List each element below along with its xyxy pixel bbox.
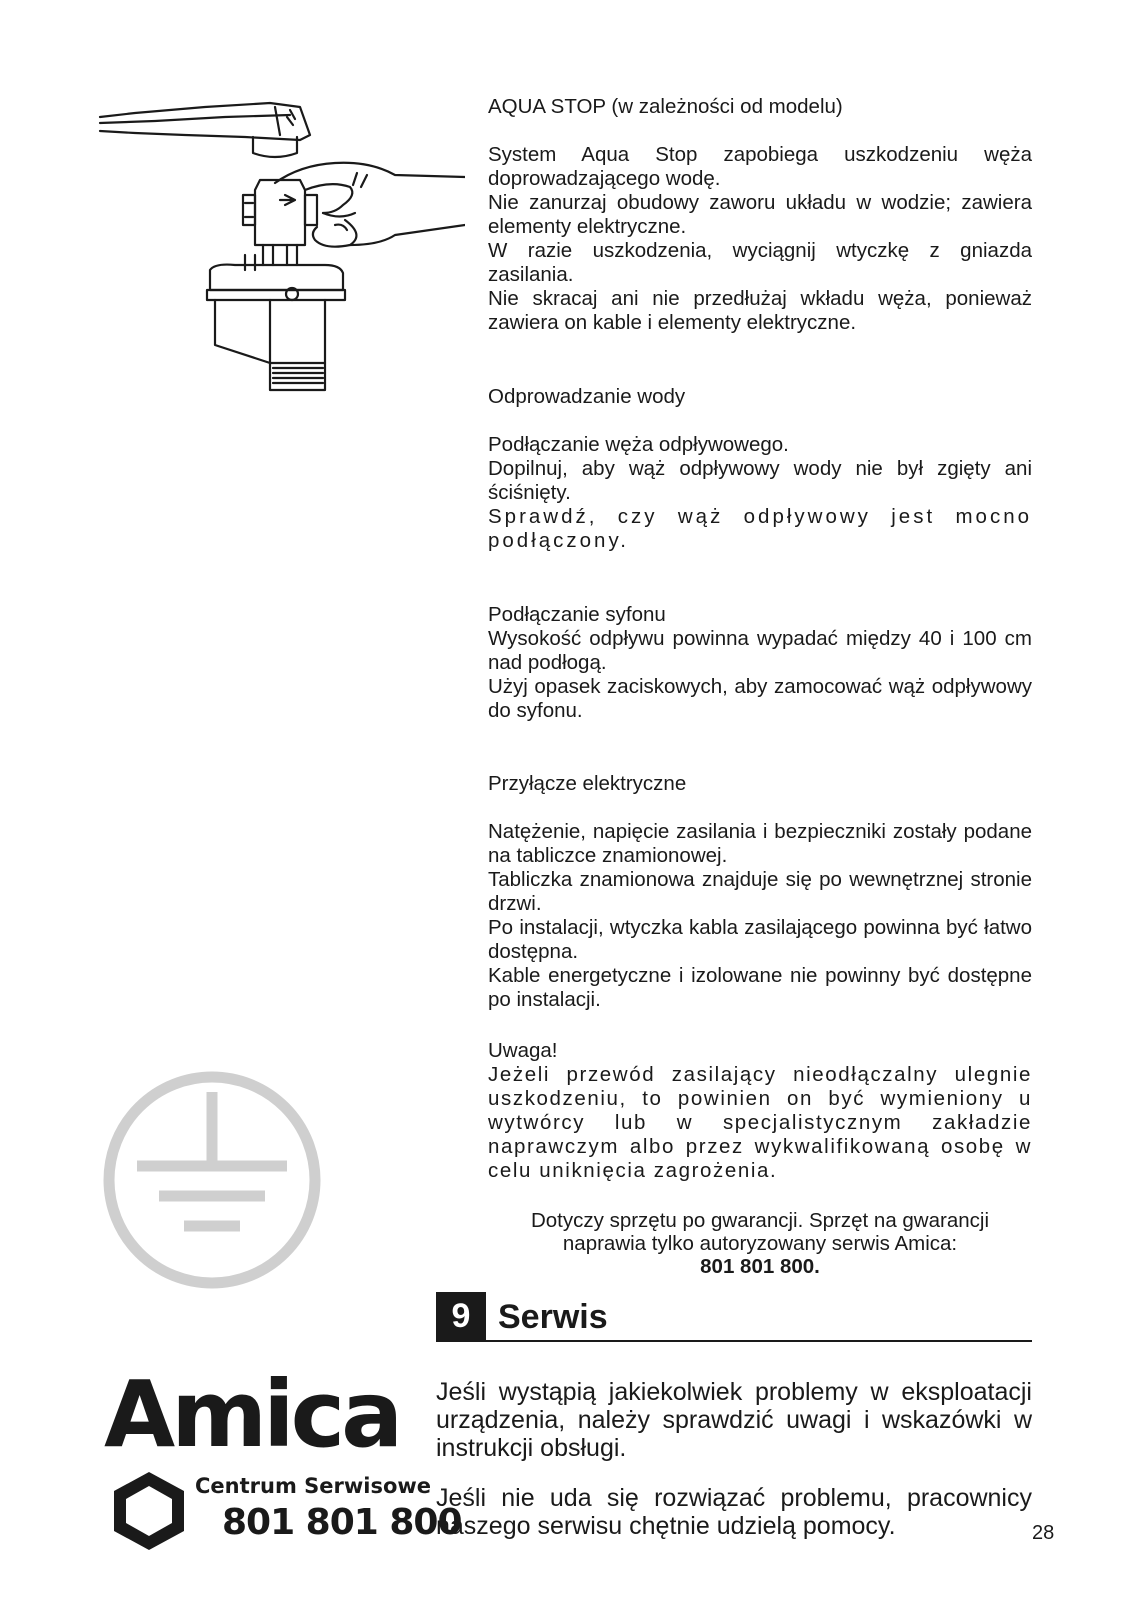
service-paragraph-1: Jeśli wystąpią jakiekolwiek problemy w eksploatacji urządzenia, należy sprawdzić uwagi i wskazówki w instrukcji obsługi. xyxy=(436,1378,1032,1462)
section-header xyxy=(436,1292,1032,1342)
electrical-line: Kable energetyczne i izolowane nie powinny być dostępne po instalacji. xyxy=(488,964,1032,1011)
aqua-stop-paragraph: System Aqua Stop zapobiega uszkodzeniu węża doprowadzającego wodę. xyxy=(488,143,1032,190)
brand-name: Amica xyxy=(104,1361,400,1468)
drainage-section xyxy=(488,385,1032,553)
service-paragraph xyxy=(436,1378,1032,1462)
syphon-heading: Podłączanie syfonu xyxy=(488,603,666,626)
section-number: 9 xyxy=(436,1292,486,1340)
ground-symbol-icon xyxy=(102,1070,322,1290)
page-number: 28 xyxy=(1032,1522,1055,1544)
aqua-stop-paragraph: W razie uszkodzenia, wyciągnij wtyczkę z gniazda zasilania. xyxy=(488,239,1032,286)
section-title: Serwis xyxy=(498,1298,608,1336)
syphon-line: Wysokość odpływu powinna wypadać między 40 i 100 cm nad podłogą. xyxy=(488,627,1032,674)
aqua-stop-paragraph: Nie zanurzaj obudowy zaworu układu w wodzie; zawiera elementy elektryczne. xyxy=(488,191,1032,238)
aqua-stop-paragraph: Nie skracaj ani nie przedłużaj wkładu węża, ponieważ zawiera on kable i elementy elektryczne. xyxy=(488,287,1032,334)
drainage-line: Sprawdź, czy wąż odpływowy jest mocno podłączony. xyxy=(488,505,1032,552)
drainage-line: Dopilnuj, aby wąż odpływowy wody nie był zgięty ani ściśnięty. xyxy=(488,457,1032,504)
electrical-line: Po instalacji, wtyczka kabla zasilającego powinna być łatwo dostępna. xyxy=(488,916,1032,963)
electrical-heading: Przyłącze elektryczne xyxy=(488,772,687,795)
aqua-stop-section xyxy=(488,95,1032,335)
syphon-line: Użyj opasek zaciskowych, aby zamocować wąż odpływowy do syfonu. xyxy=(488,675,1032,722)
service-paragraph xyxy=(436,1484,1032,1540)
service-center-label: Centrum Serwisowe xyxy=(195,1474,432,1498)
electrical-line: Natężenie, napięcie zasilania i bezpieczniki zostały podane na tabliczce znamionowej. xyxy=(488,820,1032,867)
syphon-section xyxy=(488,603,1032,723)
aqua-stop-illustration xyxy=(95,95,465,405)
service-paragraph-2: Jeśli nie uda się rozwiązać problemu, pracownicy naszego serwisu chętnie udzielą pomocy. xyxy=(436,1484,1032,1540)
aqua-stop-heading: AQUA STOP (w zależności od modelu) xyxy=(488,95,843,118)
warranty-note xyxy=(488,1209,1032,1278)
hexagon-icon xyxy=(108,1470,190,1552)
warranty-phone: 801 801 800. xyxy=(700,1255,820,1278)
service-center-phone: 801 801 800 xyxy=(222,1502,462,1543)
warning-text: Jeżeli przewód zasilający nieodłączalny ulegnie uszkodzeniu, to powinien on być wymieniony u wytwórcy lub w specjalistycznym zakładzie naprawczym albo przez wykwalifikowaną osobę w celu uniknięcia zagrożenia. xyxy=(488,1063,1032,1182)
warranty-text: Dotyczy sprzętu po gwarancji. Sprzęt na gwarancji naprawia tylko autoryzowany serwis Amica: xyxy=(530,1209,990,1255)
warning-heading: Uwaga! xyxy=(488,1039,558,1062)
amica-logo xyxy=(104,1361,424,1468)
drainage-line: Podłączanie węża odpływowego. xyxy=(488,433,789,456)
electrical-section xyxy=(488,772,1032,1012)
drainage-heading: Odprowadzanie wody xyxy=(488,385,686,408)
warning-section xyxy=(488,1039,1032,1183)
electrical-line: Tabliczka znamionowa znajduje się po wewnętrznej stronie drzwi. xyxy=(488,868,1032,915)
